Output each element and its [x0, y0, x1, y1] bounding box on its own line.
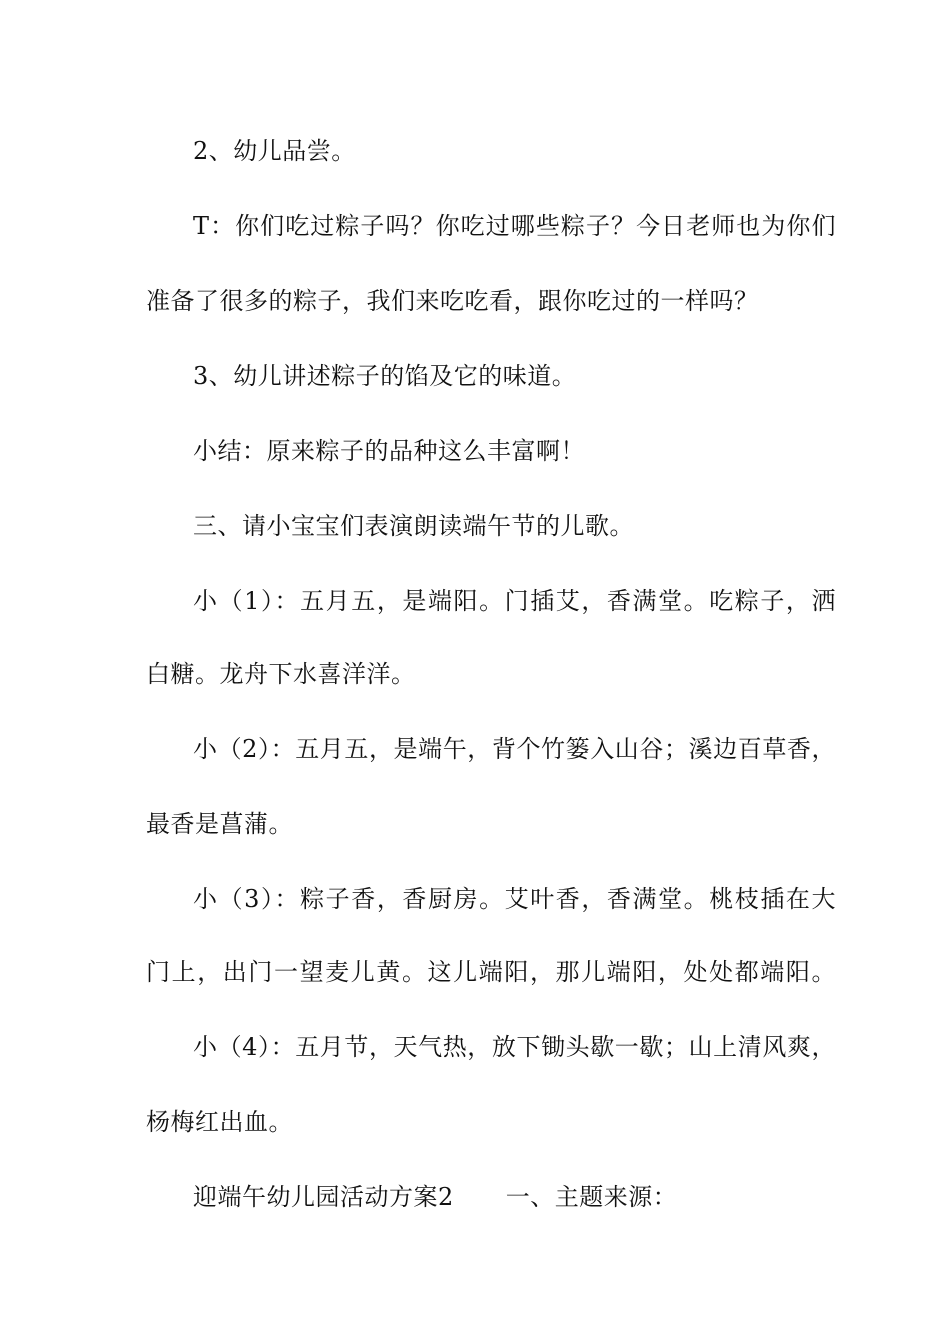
poem-line: 门上，出门一望麦儿黄。这儿端阳，那儿端阳，处处都端阳。 [146, 958, 836, 986]
paragraph-line: 3、幼儿讲述粽子的馅及它的味道。 [193, 362, 577, 390]
paragraph-line: 小结：原来粽子的品种这么丰富啊！ [193, 437, 585, 465]
section-heading: 三、请小宝宝们表演朗读端午节的儿歌。 [193, 512, 634, 540]
paragraph-line: 2、幼儿品尝。 [193, 137, 356, 165]
poem-line: 小（4）：五月节，天气热，放下锄头歇一歇；山上清风爽， [193, 1033, 836, 1061]
poem-line: 小（1）：五月五，是端阳。门插艾，香满堂。吃粽子，洒 [193, 587, 836, 615]
paragraph-line: 准备了很多的粽子，我们来吃吃看，跟你吃过的一样吗？ [146, 287, 759, 315]
poem-line: 杨梅红出血。 [146, 1108, 293, 1136]
plan-heading-line [193, 1182, 836, 1212]
paragraph-line: T：你们吃过粽子吗？你吃过哪些粽子？今日老师也为你们 [193, 212, 836, 240]
poem-line: 最香是菖蒲。 [146, 810, 293, 838]
poem-line: 白糖。龙舟下水喜洋洋。 [146, 660, 416, 688]
plan-title: 迎端午幼儿园活动方案2 [193, 1183, 454, 1211]
poem-line: 小（3）：粽子香，香厨房。艾叶香，香满堂。桃枝插在大 [193, 885, 836, 913]
section-title: 一、主题来源： [505, 1183, 678, 1211]
poem-line: 小（2）：五月五，是端午，背个竹篓入山谷；溪边百草香， [193, 735, 836, 763]
